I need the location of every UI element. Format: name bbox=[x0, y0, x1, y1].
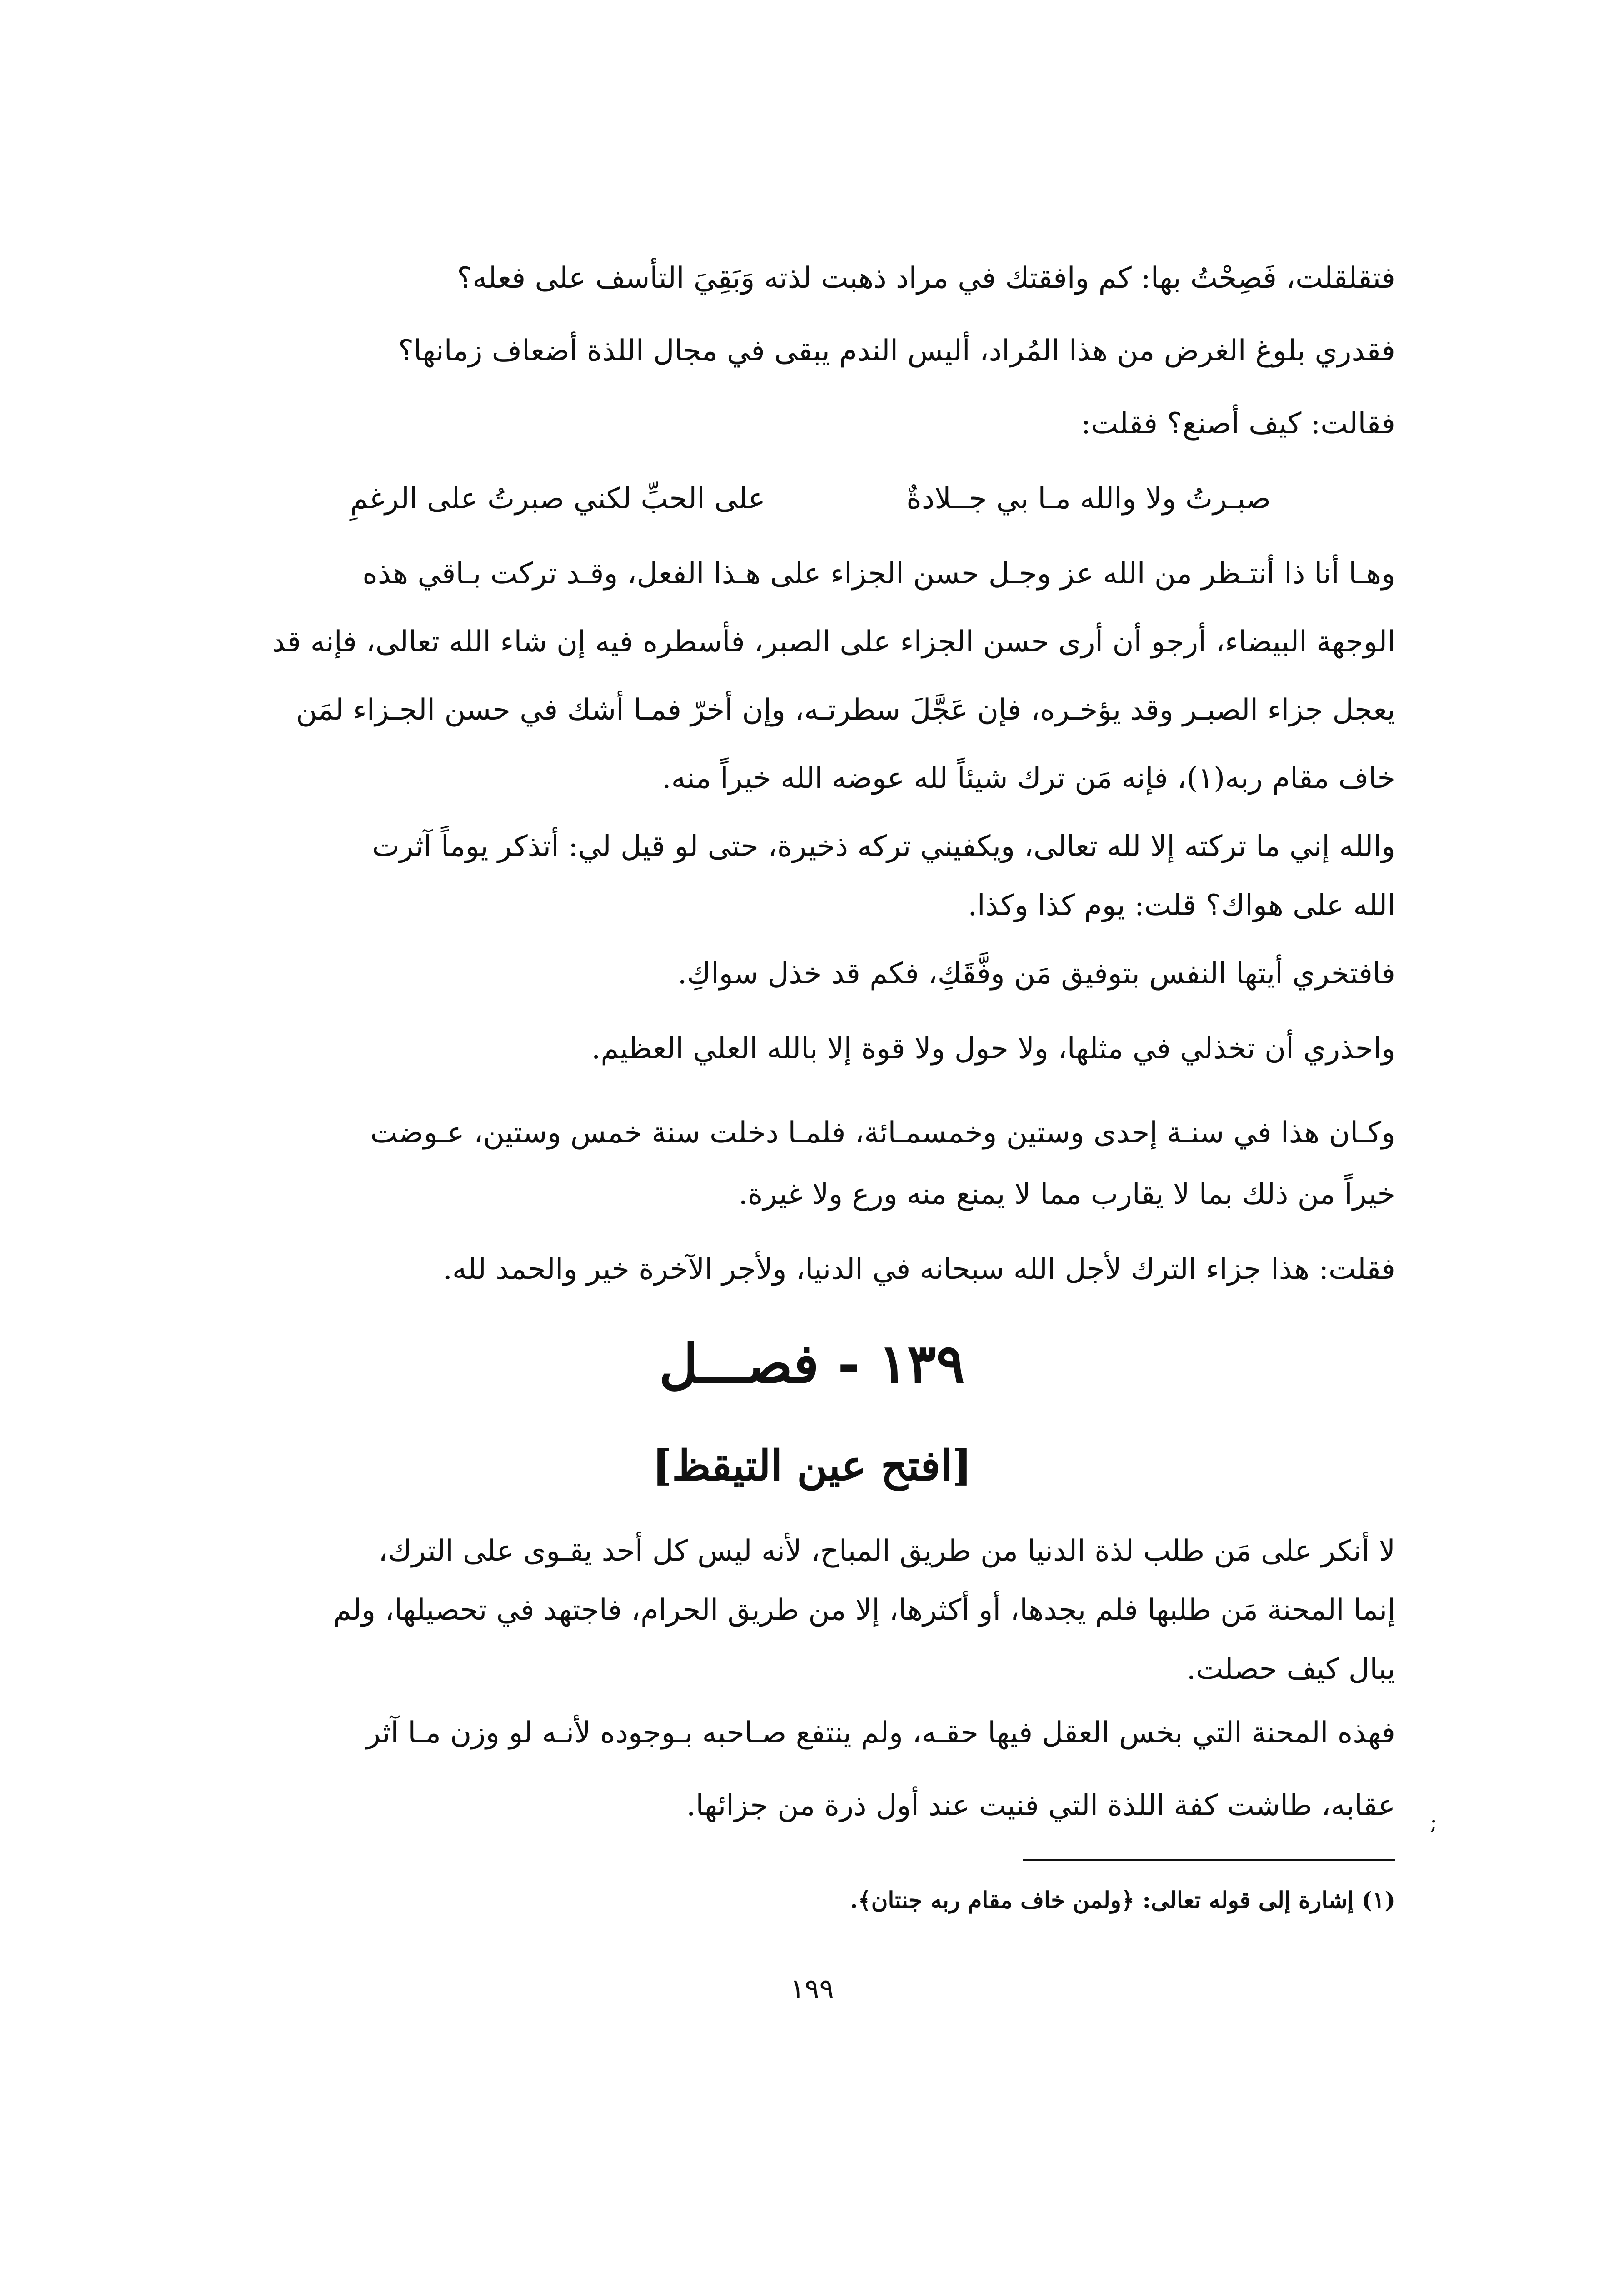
paragraph-line: فقدري بلوغ الغرض من هذا المُراد، أليس الندم يبقى في مجال اللذة أضعاف زمانها؟ bbox=[398, 334, 1395, 368]
verse-first-hemistich: صبـرتُ ولا والله مـا بي جــلادةٌ bbox=[906, 482, 1271, 516]
paragraph-line: واحذري أن تخذلي في مثلها، ولا حول ولا قوة إلا بالله العلي العظيم. bbox=[591, 1032, 1395, 1066]
paragraph-line: خاف مقام ربه(١)، فإنه مَن ترك شيئاً لله عوضه الله خيراً منه. bbox=[662, 761, 1395, 795]
paragraph-line: يبال كيف حصلت. bbox=[1186, 1652, 1395, 1686]
paragraph-line: وهـا أنا ذا أنتـظر من الله عز وجـل حسن الجزاء على هـذا الفعل، وقـد تركت بـاقي هذه bbox=[362, 557, 1395, 591]
section-subtitle: [افتح عين التيقظ] bbox=[652, 1441, 972, 1490]
paragraph-line: فهذه المحنة التي بخس العقل فيها حقـه، ولم ينتفع صـاحبه بـوجوده لأنـه لو وزن مـا آثر bbox=[366, 1716, 1395, 1750]
paragraph-line: الله على هواك؟ قلت: يوم كذا وكذا. bbox=[968, 889, 1395, 922]
paragraph-line: لا أنكر على مَن طلب لذة الدنيا من طريق المباح، لأنه ليس كل أحد يقـوى على الترك، bbox=[378, 1534, 1395, 1568]
section-title: ١٣٩ - فصـــل bbox=[659, 1332, 965, 1395]
paragraph-line: عقابه، طاشت كفة اللذة التي فنيت عند أول ذرة من جزائها. bbox=[686, 1789, 1395, 1822]
footnote-divider bbox=[1023, 1859, 1395, 1861]
verse-second-hemistich: على الحبِّ لكني صبرتُ على الرغمِ bbox=[350, 482, 765, 516]
paragraph-line: والله إني ما تركته إلا لله تعالى، ويكفيني تركه ذخيرة، حتى لو قيل لي: أتذكر يوماً آثرت bbox=[372, 830, 1395, 863]
paragraph-line: إنما المحنة مَن طلبها فلم يجدها، أو أكثرها، إلا من طريق الحرام، فاجتهد في تحصيلها، ولم bbox=[333, 1593, 1395, 1627]
paragraph-line: فتقلقلت، فَصِحْتُ بها: كم وافقتك في مراد ذهبت لذته وَبَقِيَ التأسف على فعله؟ bbox=[457, 261, 1395, 295]
page-number: ١٩٩ bbox=[790, 1973, 834, 2005]
paragraph-line: الوجهة البيضاء، أرجو أن أرى حسن الجزاء على الصبر، فأسطره فيه إن شاء الله تعالى، فإنه قد bbox=[272, 625, 1395, 659]
margin-mark: ; bbox=[1430, 1809, 1438, 1835]
footnote: (١) إشارة إلى قوله تعالى: ﴿ولمن خاف مقام ربه جنتان﴾. bbox=[850, 1887, 1395, 1913]
paragraph-line: فافتخري أيتها النفس بتوفيق مَن وفَّقَكِ، فكم قد خذل سواكِ. bbox=[677, 957, 1395, 991]
paragraph-line: خيراً من ذلك بما لا يقارب مما لا يمنع منه ورع ولا غيرة. bbox=[738, 1177, 1395, 1211]
paragraph-line: فقلت: هذا جزاء الترك لأجل الله سبحانه في الدنيا، ولأجر الآخرة خير والحمد لله. bbox=[443, 1252, 1395, 1286]
paragraph-line: وكـان هذا في سنـة إحدى وستين وخمسمـائة، فلمـا دخلت سنة خمس وستين، عـوضت bbox=[370, 1116, 1395, 1150]
paragraph-line: فقالت: كيف أصنع؟ فقلت: bbox=[1081, 407, 1395, 441]
paragraph-line: يعجل جزاء الصبـر وقد يؤخـره، فإن عَجَّلَ سطرتـه، وإن أخرّ فمـا أشك في حسن الجـزاء لمَن bbox=[296, 693, 1395, 727]
